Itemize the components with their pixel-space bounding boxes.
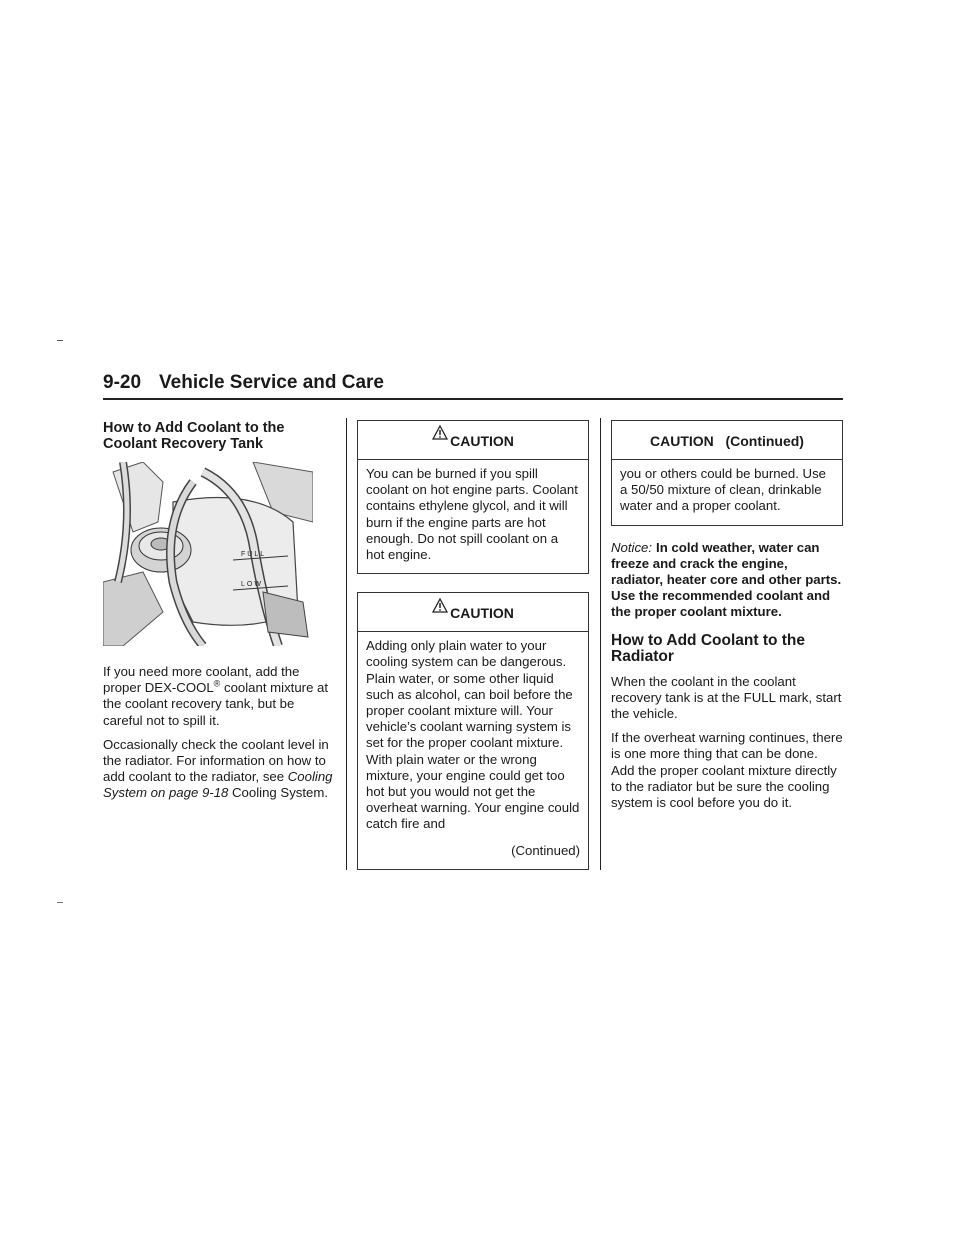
warning-triangle-icon xyxy=(432,416,448,456)
paragraph: Occasionally check the coolant level in the radiator. For information on how to add coolant to the radiator, see Cooling System on page 9-18 Cooling System. xyxy=(103,736,333,801)
column-divider xyxy=(600,418,601,870)
coolant-tank-illustration xyxy=(103,462,313,646)
caution-title: CAUTION (Continued) xyxy=(612,421,842,460)
caution-body: You can be burned if you spill coolant on hot engine parts. Coolant contains ethylene glycol, and it will burn if the engine parts are hot enough. Do not spill coolant on a hot engine. xyxy=(366,466,578,563)
column-right xyxy=(611,420,843,819)
low-mark-label: LOW xyxy=(241,581,263,588)
caution-body: Adding only plain water to your cooling system can be dangerous. Plain water, or some other liquid such as alcohol, can boil before the proper coolant mixture will. Your vehicle’s coolant warning system is set for the proper coolant mixture. With plain water or the wrong mixture, your engine could get too hot but you would not get the overheat warning. Your engine could catch fire and (Continued) xyxy=(366,638,580,858)
paragraph: If the overheat warning continues, there is one more thing that can be done. Add the proper coolant mixture directly to the radiator but be sure the cooling system is cool before you do it. xyxy=(611,730,843,811)
crop-mark xyxy=(57,340,63,341)
caution-title: CAUTION xyxy=(358,593,588,632)
caution-box xyxy=(357,592,589,870)
notice-text: In cold weather, water can freeze and crack the engine, radiator, heater core and other parts. Use the recommended coolant and the proper coolant mixture. xyxy=(611,539,842,620)
column-middle xyxy=(357,420,589,888)
paragraph: When the coolant in the coolant recovery tank is at the FULL mark, start the vehicle. xyxy=(611,673,842,722)
continued-label: (Continued) xyxy=(511,842,580,858)
notice-label: Notice: xyxy=(611,539,653,555)
caution-box xyxy=(357,420,589,574)
section-title: Vehicle Service and Care xyxy=(159,372,384,393)
full-mark-label: FULL xyxy=(241,551,267,558)
page-header xyxy=(103,372,843,400)
caution-box-continued xyxy=(611,420,843,526)
notice-paragraph xyxy=(611,540,843,621)
paragraph: If you need more coolant, add the proper DEX-COOL® coolant mixture at the coolant recovery tank, but be careful not to spill it. xyxy=(103,664,329,728)
column-divider xyxy=(346,418,347,870)
registered-mark: ® xyxy=(213,678,221,689)
section-heading: How to Add Coolant to the Coolant Recovery Tank xyxy=(103,420,285,452)
crop-mark xyxy=(57,902,63,903)
page-number: 9-20 xyxy=(103,372,142,393)
warning-triangle-icon xyxy=(432,589,448,629)
caution-body: you or others could be burned. Use a 50/50 mixture of clean, drinkable water and a proper coolant. xyxy=(620,466,826,514)
caution-title: CAUTION xyxy=(358,421,588,460)
column-left xyxy=(103,420,335,810)
cross-reference-link[interactable]: Cooling System on page 9-18 xyxy=(103,769,333,801)
section-heading: How to Add Coolant to the Radiator xyxy=(611,631,805,666)
